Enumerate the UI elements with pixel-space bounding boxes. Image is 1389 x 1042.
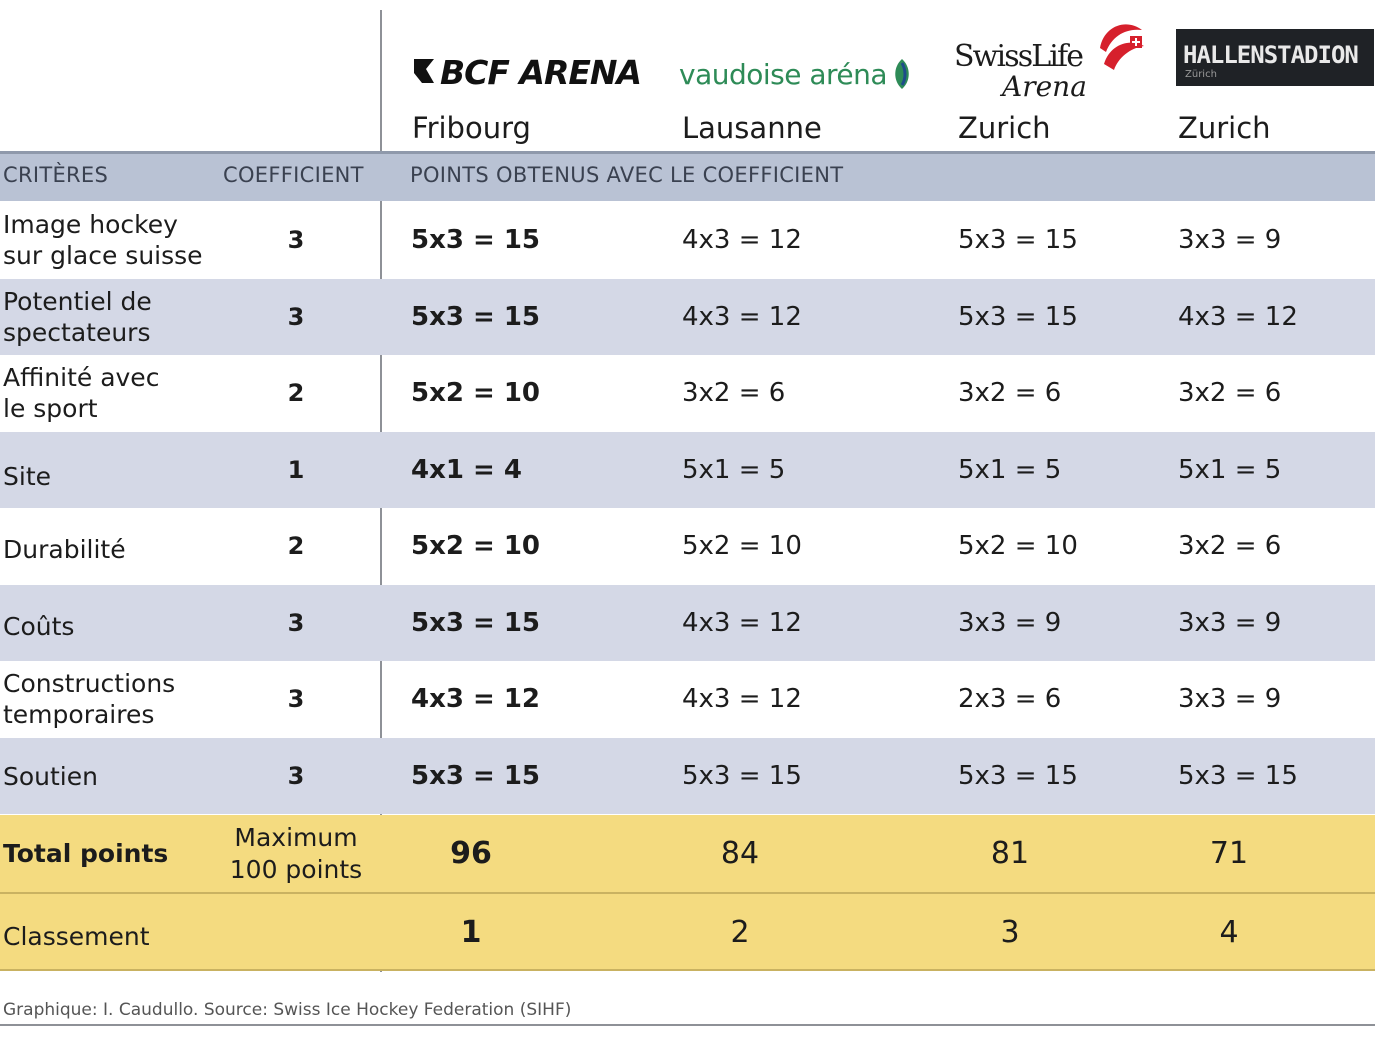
criterion-line1: Affinité avec (3, 363, 160, 392)
cell-zurich-swisslife: 5x2 = 10 (958, 531, 1078, 561)
cell-fribourg: 5x3 = 15 (411, 608, 541, 638)
criterion-line1: Durabilité (3, 534, 126, 564)
vaudoise-leaf-icon (891, 57, 913, 91)
city-zurich-hallenstadion: Zurich (1178, 111, 1271, 145)
table-row (0, 508, 1375, 584)
criterion-line1: Soutien (3, 761, 98, 791)
swisslife-arena-logo (954, 20, 1149, 100)
cell-zurich-swisslife: 5x3 = 15 (958, 302, 1078, 332)
coefficient-value: 2 (287, 379, 305, 407)
ranking-row (0, 894, 1375, 970)
table-row (0, 432, 1375, 508)
hallenstadion-logo-text: HALLENSTADION (1183, 41, 1358, 69)
cell-fribourg: 5x3 = 15 (411, 225, 541, 255)
criterion-label (3, 508, 223, 584)
cell-zurich-swisslife: 5x3 = 15 (958, 761, 1078, 791)
cell-zurich-swisslife: 3x2 = 6 (958, 378, 1062, 408)
table-row (0, 355, 1375, 431)
coefficient-value: 1 (287, 456, 305, 484)
criterion-label (3, 585, 223, 661)
header-coefficient: COEFFICIENT (223, 163, 364, 187)
cell-zurich-hallenstadion: 3x3 = 9 (1178, 608, 1282, 638)
total-zurich-hallenstadion: 71 (1209, 836, 1249, 871)
header-criteria: CRITÈRES (3, 163, 109, 187)
criterion-label (3, 432, 223, 508)
hallenstadion-logo-subtext: Zürich (1185, 69, 1217, 80)
criterion-label (3, 661, 223, 737)
source-note: Graphique: I. Caudullo. Source: Swiss Ice Hockey Federation (SIHF) (3, 1000, 572, 1020)
table-row (0, 661, 1375, 737)
cell-fribourg: 5x2 = 10 (411, 531, 541, 561)
cell-zurich-hallenstadion: 3x2 = 6 (1178, 378, 1282, 408)
coefficient-value: 3 (287, 609, 305, 637)
city-fribourg: Fribourg (412, 111, 531, 145)
cell-zurich-swisslife: 5x1 = 5 (958, 455, 1062, 485)
hallenstadion-logo (1176, 29, 1374, 86)
rank-zurich-swisslife: 3 (1000, 914, 1020, 950)
cell-zurich-swisslife: 3x3 = 9 (958, 608, 1062, 638)
criterion-line1: Site (3, 461, 51, 491)
criterion-line2: spectateurs (3, 318, 151, 347)
criterion-line2: le sport (3, 394, 98, 423)
bcf-mark-icon (412, 57, 436, 87)
cell-lausanne: 4x3 = 12 (682, 225, 802, 255)
coefficient-value: 3 (287, 762, 305, 790)
gold-row-divider (0, 892, 1375, 894)
cell-lausanne: 4x3 = 12 (682, 608, 802, 638)
bcf-arena-logo (412, 52, 641, 92)
total-lausanne: 84 (720, 836, 760, 871)
total-maximum-line2: 100 points (229, 854, 363, 884)
vaudoise-arena-logo-text: vaudoise aréna (679, 57, 888, 91)
swisslife-arena-logo-graphic (954, 20, 1149, 100)
cell-fribourg: 5x2 = 10 (411, 378, 541, 408)
criterion-line1: Image hockey (3, 210, 178, 239)
coefficient-value: 3 (287, 226, 305, 254)
table-bottom-rule (0, 969, 1375, 971)
rank-lausanne: 2 (730, 914, 750, 950)
table-row (0, 738, 1375, 814)
criterion-line2: sur glace suisse (3, 241, 203, 270)
table-row (0, 202, 1375, 278)
cell-zurich-hallenstadion: 3x2 = 6 (1178, 531, 1282, 561)
criterion-label (3, 738, 223, 814)
cell-lausanne: 4x3 = 12 (682, 684, 802, 714)
table-header (0, 151, 1375, 201)
total-maximum-line1: Maximum (234, 822, 358, 852)
total-label: Total points (3, 839, 169, 868)
cell-zurich-swisslife: 2x3 = 6 (958, 684, 1062, 714)
coefficient-value: 2 (287, 532, 305, 560)
table-row (0, 279, 1375, 355)
footer-rule (0, 1024, 1375, 1026)
criterion-line1: Constructions (3, 669, 176, 698)
total-zurich-swisslife: 81 (990, 836, 1030, 871)
total-maximum (216, 815, 376, 892)
cell-fribourg: 4x3 = 12 (411, 684, 541, 714)
rank-fribourg: 1 (460, 914, 482, 950)
header-points: POINTS OBTENUS AVEC LE COEFFICIENT (410, 163, 844, 187)
cell-lausanne: 4x3 = 12 (682, 302, 802, 332)
criterion-label (3, 355, 223, 431)
cell-lausanne: 5x2 = 10 (682, 531, 802, 561)
cell-zurich-hallenstadion: 4x3 = 12 (1178, 302, 1298, 332)
cell-fribourg: 5x3 = 15 (411, 302, 541, 332)
coefficient-value: 3 (287, 303, 305, 331)
coefficient-value: 3 (287, 685, 305, 713)
total-row (0, 815, 1375, 892)
criterion-line1: Potentiel de (3, 287, 152, 316)
cell-zurich-hallenstadion: 5x1 = 5 (1178, 455, 1282, 485)
bcf-arena-logo-text: BCF ARENA (440, 52, 642, 92)
criterion-label (3, 202, 223, 278)
cell-fribourg: 4x1 = 4 (411, 455, 522, 485)
table-row (0, 585, 1375, 661)
cell-zurich-hallenstadion: 3x3 = 9 (1178, 684, 1282, 714)
swisslife-logo-word: SwissLife (954, 39, 1084, 74)
cell-fribourg: 5x3 = 15 (411, 761, 541, 791)
cell-lausanne: 3x2 = 6 (682, 378, 786, 408)
cell-zurich-hallenstadion: 3x3 = 9 (1178, 225, 1282, 255)
cell-lausanne: 5x1 = 5 (682, 455, 786, 485)
arena-logo-word: Arena (1002, 70, 1087, 100)
vaudoise-arena-logo (679, 52, 913, 96)
rank-zurich-hallenstadion: 4 (1219, 914, 1239, 950)
ranking-label: Classement (3, 921, 150, 951)
total-fribourg: 96 (450, 836, 492, 871)
criterion-label (3, 279, 223, 355)
city-lausanne: Lausanne (682, 111, 822, 145)
criterion-line1: Coûts (3, 611, 75, 641)
cell-zurich-hallenstadion: 5x3 = 15 (1178, 761, 1298, 791)
cell-zurich-swisslife: 5x3 = 15 (958, 225, 1078, 255)
criterion-line2: temporaires (3, 700, 155, 729)
city-zurich-swisslife: Zurich (958, 111, 1051, 145)
cell-lausanne: 5x3 = 15 (682, 761, 802, 791)
